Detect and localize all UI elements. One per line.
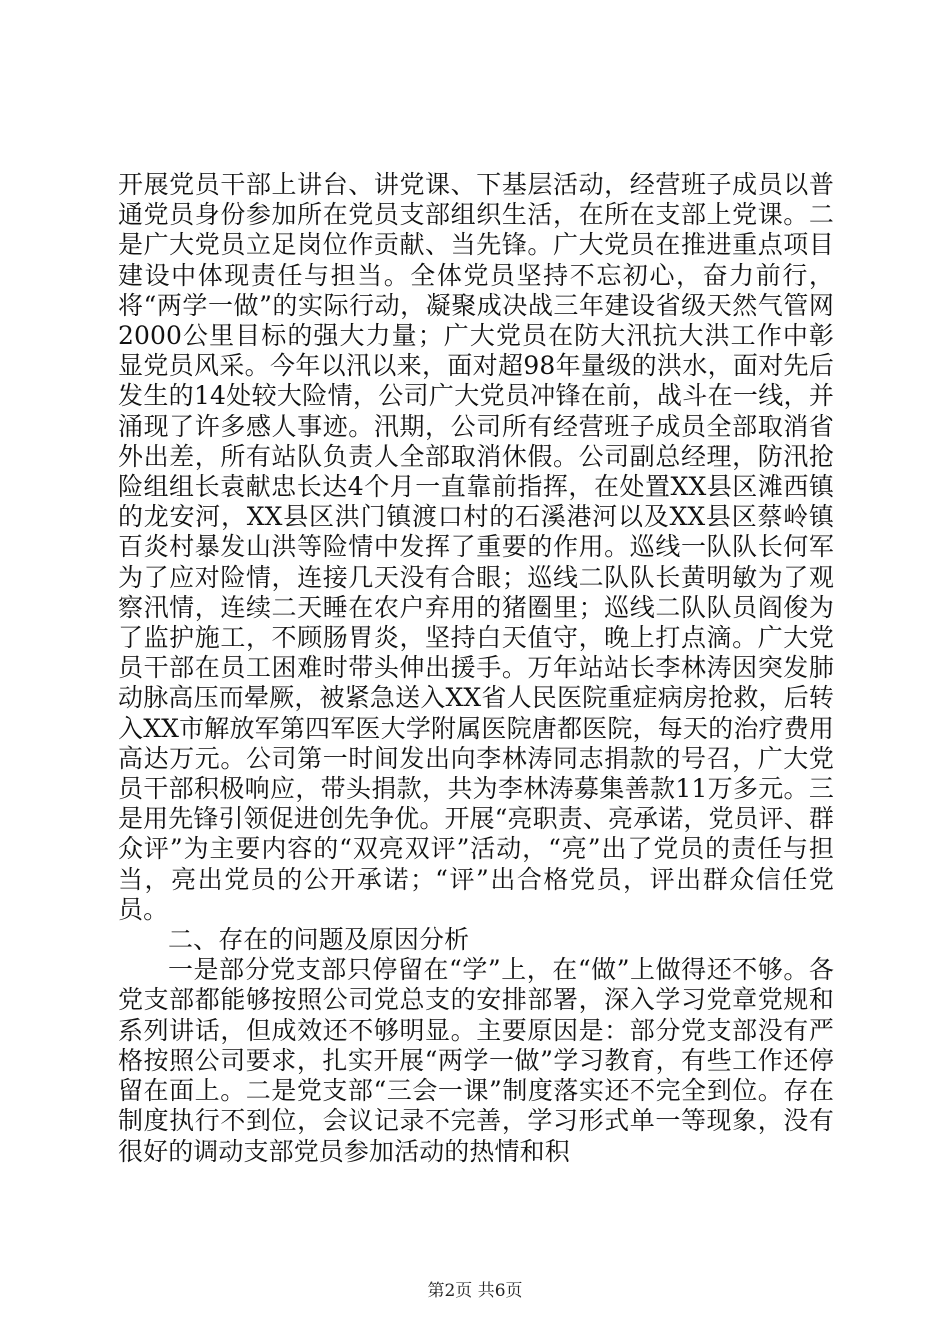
page-number-footer: 第2页 共6页 <box>427 1281 523 1301</box>
body-paragraph: 开展党员干部上讲台、讲党课、下基层活动，经营班子成员以普通党员身份参加所在党员支部组织生活，在所在支部上党课。二是广大党员立足岗位作贡献、当先锋。广大党员在推进重点项目建设中体现责任与担当。全体党员坚持不忘初心，奋力前行，将“两学一做”的实际行动，凝聚成决战三年建设省级天然气管网2000公里目标的强大力量；广大党员在防大汛抗大洪工作中彰显党员风采。今年以汛以来，面对超98年量级的洪水，面对先后发生的14处较大险情，公司广大党员冲锋在前，战斗在一线，并涌现了许多感人事迹。汛期，公司所有经营班子成员全部取消省外出差，所有站队负责人全部取消休假。公司副总经理，防汛抢险组组长袁献忠长达4个月一直靠前指挥，在处置XX县区滩西镇的龙安河，XX县区洪门镇渡口村的石溪港河以及XX县区蔡岭镇百炎村暴发山洪等险情中发挥了重要的作用。巡线一队队长何军为了应对险情，连接几天没有合眼；巡线二队队长黄明敏为了观察汛情，连续二天睡在农户弃用的猪圈里；巡线二队队员阎俊为了监护施工，不顾肠胃炎，坚持白天值守，晚上打点滴。广大党员干部在员工困难时带头伸出援手。万年站站长李林涛因突发肺动脉高压而晕厥，被紧急送入XX省人民医院重症病房抢救，后转入XX市解放军第四军医大学附属医院唐都医院，每天的治疗费用高达万元。公司第一时间发出向李林涛同志捐款的号召，广大党员干部积极响应，带头捐款，共为李林涛募集善款11万多元。三是用先锋引领促进创先争优。开展“亮职责、亮承诺，党员评、群众评”为主要内容的“双亮双评”活动，“亮”出了党员的责任与担当，亮出党员的公开承诺；“评”出合格党员，评出群众信任党员。 <box>118 170 834 924</box>
section-paragraph: 一是部分党支部只停留在“学”上，在“做”上做得还不够。各党支部都能够按照公司党总支的安排部署，深入学习党章党规和系列讲话，但成效还不够明显。主要原因是：部分党支部没有严格按照公司要求，扎实开展“两学一做”学习教育，有些工作还停留在面上。二是党支部“三会一课”制度落实还不完全到位。存在制度执行不到位，会议记录不完善，学习形式单一等现象，没有很好的调动支部党员参加活动的热情和积 <box>118 955 834 1166</box>
document-body <box>118 170 834 1167</box>
section-heading: 二、存在的问题及原因分析 <box>168 925 470 955</box>
